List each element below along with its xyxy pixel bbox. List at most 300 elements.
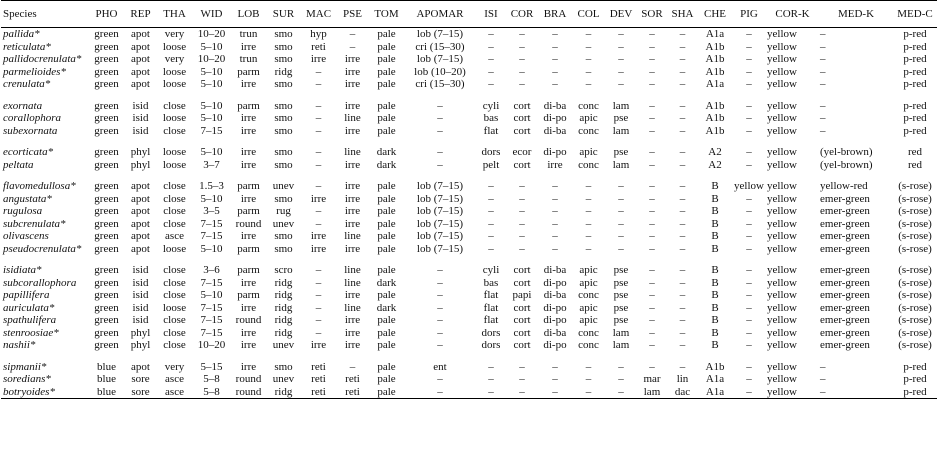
table-cell: green [94,124,119,137]
table-cell: pse [613,314,629,327]
table-cell: A1b [705,65,725,78]
table-cell: loose [162,78,187,91]
table-cell: ridg [274,301,293,314]
table-cell: – [618,217,624,230]
table-cell: bas [483,276,499,289]
table-cell: – [488,373,494,386]
table-cell: yellow-red [820,180,868,193]
table-cell: – [519,28,525,41]
table-row [1,302,937,315]
table-cell: – [488,65,494,78]
group-spacer [1,255,937,264]
table-cell: emer-green [820,230,870,243]
table-cell: A1b [705,40,725,53]
table-cell: irre [240,112,257,125]
table-cell: – [315,124,322,137]
table-cell: – [649,40,655,53]
spacer-cell [1,352,937,361]
table-cell: apic [579,112,598,125]
table-cell: B [711,230,719,243]
species-name-cell: corallophora [3,112,62,125]
table-cell: B [711,276,719,289]
table-cell: asce [157,386,192,399]
table-cell: pse [613,264,629,277]
table-cell: smo [274,146,293,159]
table-row [1,264,937,277]
table-cell: – [746,360,752,373]
table-cell: – [519,217,525,230]
table-cell: – [552,180,558,193]
column-header: TOM [369,1,404,28]
table-cell: – [349,40,356,53]
table-cell: – [315,289,322,302]
table-cell: 7–15 [200,124,223,137]
table-cell: irre [344,180,361,193]
species-name-cell: subexornata [3,124,58,137]
table-cell: close [163,192,186,205]
table-cell: – [679,276,686,289]
table-cell: – [519,205,525,218]
table-cell: pale [377,78,396,91]
table-cell: parm [237,205,260,218]
table-cell: green [94,28,119,41]
table-cell: 5–10 [200,65,223,78]
table-cell: apot [131,53,150,66]
table-cell: irre [310,53,327,66]
table-cell: phyl [130,146,151,159]
table-cell: – [488,40,494,53]
table-cell: lob (7–15) [416,180,464,193]
table-cell: – [519,180,525,193]
table-cell: yellow [767,314,797,327]
table-cell: cort [513,301,531,314]
table-cell: A1a [705,373,725,386]
table-cell: lob (7–15) [416,205,464,218]
table-cell: – [618,65,624,78]
table-row [1,339,937,352]
species-name-cell: crenulata* [3,78,51,91]
table-cell: 5–10 [200,192,223,205]
table-cell: pale [377,242,396,255]
table-cell: – [315,326,322,339]
table-cell: emer-green [820,301,870,314]
table-cell: – [820,78,826,91]
table-cell: close [163,264,186,277]
table-cell: dac [667,386,698,399]
table-cell: irre [344,217,361,230]
table-cell: yellow [767,28,797,41]
table-cell: – [679,53,686,66]
column-header: ISI [476,1,506,28]
table-cell: cort [513,339,531,352]
table-cell: 5–10 [200,78,223,91]
table-cell: pale [377,28,396,41]
table-cell: (s-rose) [898,339,932,352]
table-cell: – [746,99,752,112]
species-name-cell: parmelioides* [3,65,66,78]
table-cell: – [315,158,322,171]
table-cell: close [163,205,186,218]
table-cell: pale [377,180,396,193]
table-cell: B [711,192,719,205]
table-cell: – [349,28,356,41]
table-cell: – [679,28,686,41]
table-cell: pse [613,146,629,159]
table-cell: parm [237,180,260,193]
table-cell: apic [579,264,598,277]
table-cell: flat [483,314,499,327]
table-cell: isid [132,301,149,314]
table-cell: close [163,339,186,352]
table-cell: sore [124,386,157,399]
table-cell: – [506,386,538,399]
table-cell: – [618,40,624,53]
table-cell: – [437,112,443,125]
table-cell: smo [274,124,293,137]
table-cell: green [94,217,119,230]
species-name-cell: subcorallophora [3,276,77,289]
table-cell: irre [310,230,327,243]
table-cell: irre [344,289,361,302]
table-row [1,277,937,290]
table-cell: – [476,386,506,399]
table-cell: emer-green [820,276,870,289]
table-cell: – [552,40,558,53]
table-cell: lob (7–15) [416,230,464,243]
table-cell: asce [165,230,184,243]
table-cell: yellow [767,205,797,218]
table-cell: emer-green [820,289,870,302]
table-cell: close [163,289,186,302]
table-cell: p-red [893,386,937,399]
table-cell: p-red [903,124,927,137]
table-cell: green [94,146,119,159]
table-cell: reti [345,373,360,386]
table-cell: – [679,124,686,137]
table-cell: emer-green [820,242,870,255]
table-cell: pale [377,124,396,137]
table-cell: parm [237,264,260,277]
table-cell: reti [311,373,326,386]
table-cell: lam [612,124,630,137]
table-cell: – [679,158,686,171]
table-body [1,28,937,399]
table-cell: p-red [903,373,927,386]
table-cell: – [488,192,494,205]
table-cell: emer-green [820,217,870,230]
table-cell: (s-rose) [898,217,932,230]
table-cell: cort [513,99,531,112]
column-header: LOB [231,1,266,28]
table-cell: di-po [543,339,567,352]
table-cell: yellow [766,386,819,399]
table-cell: – [746,339,752,352]
table-cell: green [94,230,119,243]
table-cell: – [820,40,826,53]
table-cell: – [746,40,752,53]
table-cell: pale [377,230,396,243]
table-cell: – [679,217,686,230]
table-cell: – [519,53,525,66]
table-cell: – [437,373,443,386]
table-cell: – [488,180,494,193]
table-cell: apot [131,242,150,255]
column-header: PIG [732,1,766,28]
table-cell: lob (7–15) [416,242,464,255]
table-cell: dark [376,158,397,171]
table-cell: (yel-brown) [820,158,873,171]
table-cell: isid [132,99,149,112]
table-cell: p-red [903,78,927,91]
table-cell: pale [377,339,396,352]
table-row [1,180,937,193]
table-cell: – [746,301,752,314]
table-cell: – [488,360,494,373]
table-cell: pse [613,276,629,289]
table-cell: – [585,53,592,66]
table-cell: round [231,386,266,399]
table-cell: irre [344,205,361,218]
table-cell: mar [643,373,661,386]
table-cell: A1a [705,28,725,41]
table-cell: – [585,217,592,230]
table-cell: B [711,242,719,255]
table-cell: – [746,78,752,91]
table-cell: close [163,314,186,327]
table-cell: – [649,339,655,352]
table-cell: loose [162,242,187,255]
table-cell: – [315,65,322,78]
table-cell: B [711,326,719,339]
table-cell: – [488,242,494,255]
table-cell: – [437,158,443,171]
table-cell: lob (10–20) [414,65,466,78]
species-name-cell: angustata* [3,192,52,205]
table-cell: yellow [767,276,797,289]
table-cell: – [315,264,322,277]
table-cell: cort [513,264,531,277]
table-cell: yellow [767,65,797,78]
table-cell: loose [162,112,187,125]
table-cell: trun [239,28,258,41]
table-cell: smo [274,53,293,66]
table-cell: red [907,158,923,171]
table-cell: 3–6 [203,264,220,277]
column-header: COR-K [766,1,819,28]
table-cell: – [746,53,752,66]
table-cell: yellow [734,180,764,193]
table-cell: – [585,192,592,205]
table-cell: 5–10 [200,112,223,125]
table-cell: green [94,78,119,91]
table-cell: (s-rose) [898,205,932,218]
table-cell: very [164,53,185,66]
table-cell: – [585,242,592,255]
table-cell: dark [376,276,397,289]
table-cell: – [488,205,494,218]
table-cell: scro [274,264,293,277]
table-row [1,66,937,79]
table-cell: isid [132,289,149,302]
table-cell: close [163,124,186,137]
table-cell: smo [274,360,293,373]
table-cell: – [552,217,558,230]
table-cell: pale [377,264,396,277]
table-cell: – [552,65,558,78]
table-cell: 7–15 [200,217,223,230]
group-spacer [1,352,937,361]
table-cell: cri (15–30) [415,40,465,53]
table-cell: pse [613,289,629,302]
spacer-cell [1,137,937,146]
species-name-cell: flavomedullosa* [3,180,76,193]
table-cell: pse [613,112,629,125]
table-cell: – [649,230,655,243]
table-cell: irre [240,78,257,91]
table-cell: – [746,264,752,277]
table-cell: ent [433,360,447,373]
column-header: PHO [89,1,124,28]
table-cell: – [585,205,592,218]
table-cell: apot [131,78,150,91]
table-cell: apot [131,180,150,193]
table-cell: p-red [903,65,927,78]
table-cell: – [649,124,655,137]
table-cell: – [404,386,476,399]
table-cell: yellow [767,180,797,193]
table-cell: 5–8 [192,386,231,399]
table-cell: – [315,78,322,91]
table-cell: – [649,158,655,171]
table-cell: dors [481,339,501,352]
table-row [1,112,937,125]
table-row [1,125,937,138]
species-name-cell: nashii* [3,339,36,352]
table-cell: smo [274,158,293,171]
table-cell: flat [483,301,499,314]
table-cell: – [649,289,655,302]
table-cell: – [649,242,655,255]
table-cell: – [437,301,443,314]
table-cell: – [585,360,592,373]
table-cell: – [649,146,655,159]
table-cell: – [315,217,322,230]
column-header: DEV [605,1,637,28]
table-cell: (s-rose) [898,242,932,255]
table-cell: loose [162,146,187,159]
table-cell: yellow [767,264,797,277]
table-cell: green [94,289,119,302]
table-cell: – [746,65,752,78]
table-cell: emer-green [820,326,870,339]
table-row [1,193,937,206]
table-cell: – [820,99,826,112]
table-cell: irre [240,326,257,339]
table-cell: – [679,339,686,352]
table-cell: – [437,264,443,277]
species-name-cell: isidiata* [3,264,42,277]
table-cell: apic [579,276,598,289]
table-cell: apot [131,40,150,53]
species-name-cell: pseudocrenulata* [3,242,82,255]
table-cell: 3–7 [203,158,220,171]
table-cell: pale [377,326,396,339]
table-row [1,146,937,159]
table-cell: asce [165,373,184,386]
table-row [1,205,937,218]
table-cell: – [488,217,494,230]
table-cell: apot [131,65,150,78]
table-cell: 5–8 [203,373,220,386]
table-cell: – [679,99,686,112]
table-cell: – [649,360,655,373]
table-cell: green [94,112,119,125]
table-cell: dark [376,301,397,314]
table-cell: apot [131,28,150,41]
table-cell: – [315,314,322,327]
table-cell: – [679,360,686,373]
table-row [1,159,937,172]
table-cell: reti [311,360,326,373]
table-cell: unev [272,339,295,352]
table-cell: – [746,242,752,255]
table-cell: di-po [543,301,567,314]
table-cell: – [649,264,655,277]
table-cell: green [94,314,119,327]
table-cell: B [711,264,719,277]
table-cell: – [746,124,752,137]
table-cell: – [605,386,637,399]
table-cell: – [552,78,558,91]
table-cell: blue [97,360,116,373]
table-cell: lam [612,158,630,171]
table-cell: – [649,314,655,327]
table-cell: – [649,78,655,91]
table-cell: reti [336,386,369,399]
table-cell: isid [132,112,149,125]
table-cell: isid [132,314,149,327]
table-cell: cri (15–30) [415,78,465,91]
table-cell: reti [301,386,336,399]
table-cell: (s-rose) [898,230,932,243]
group-spacer [1,171,937,180]
table-cell: ridg [266,386,301,399]
table-cell: 7–15 [200,230,223,243]
table-cell: loose [162,301,187,314]
table-cell: yellow [767,192,797,205]
table-cell: irre [240,301,257,314]
table-cell: – [649,28,655,41]
column-header: Species [1,1,89,28]
table-cell: phyl [130,326,151,339]
table-cell: blue [97,373,116,386]
table-cell: – [746,314,752,327]
table-cell: irre [344,314,361,327]
table-cell: – [519,40,525,53]
table-cell: – [649,53,655,66]
table-cell: irre [344,242,361,255]
species-name-cell: auriculata* [3,301,55,314]
table-cell: – [649,326,655,339]
table-cell: – [315,146,322,159]
table-cell: lam [612,326,630,339]
table-cell: 5–15 [200,360,223,373]
table-cell: – [437,314,443,327]
table-cell: – [746,112,752,125]
table-cell: smo [274,230,293,243]
table-row [1,386,937,399]
table-cell: irre [344,78,361,91]
